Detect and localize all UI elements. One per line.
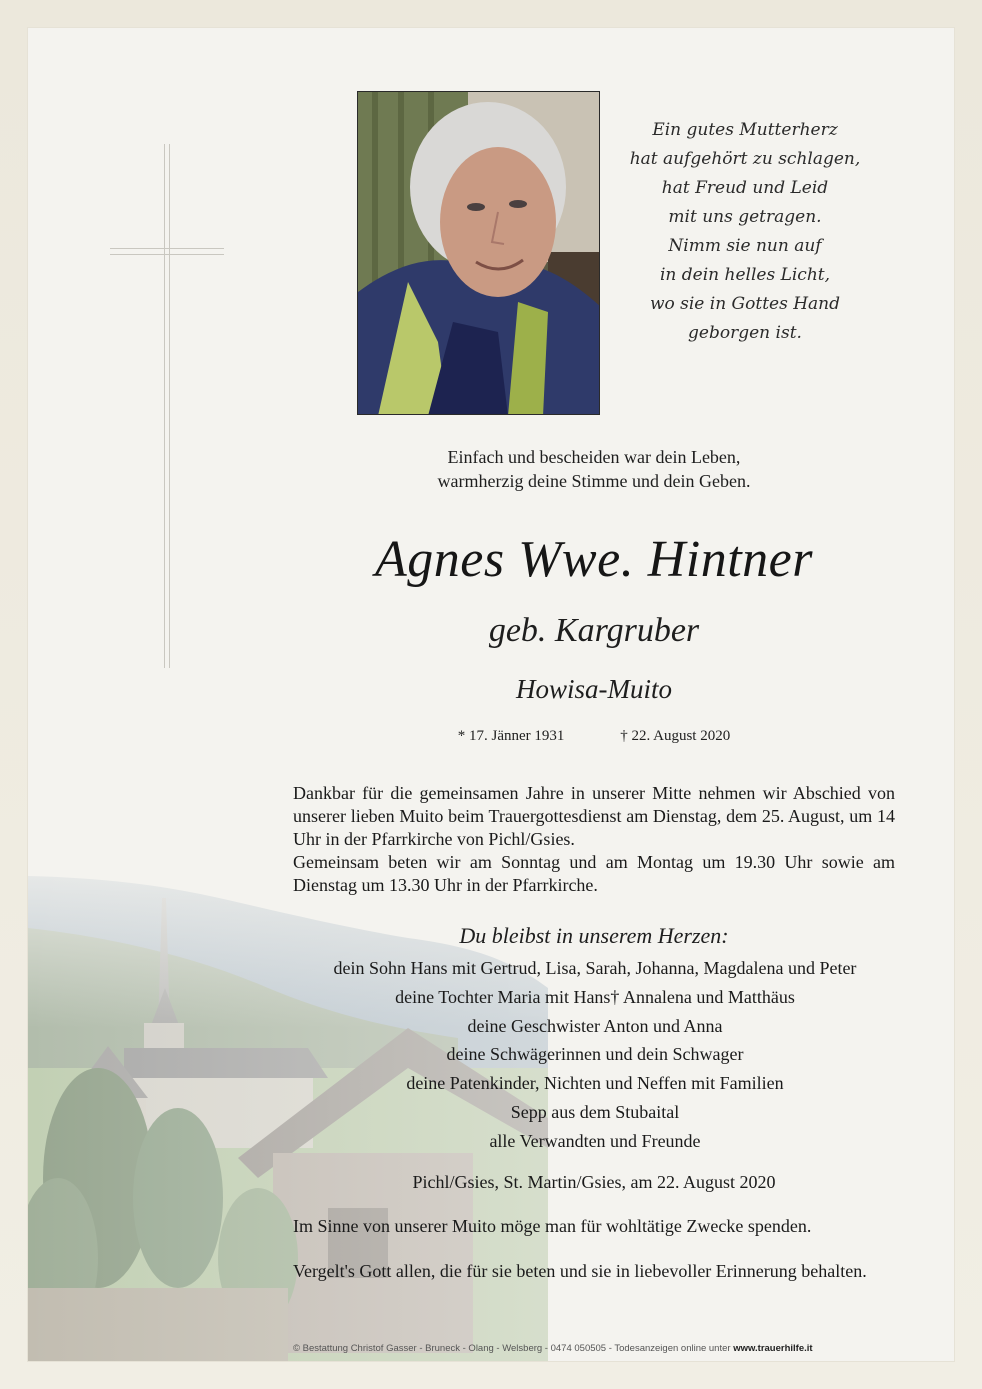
- portrait-photo: [357, 91, 600, 415]
- poem-line: hat Freud und Leid: [661, 178, 829, 198]
- footer: [293, 1342, 903, 1356]
- poem-line: wo sie in Gottes Hand: [649, 294, 841, 314]
- mourner-line: deine Patenkinder, Nichten und Neffen mit Familien: [406, 1073, 784, 1094]
- maiden-name: geb. Kargruber: [488, 612, 700, 649]
- poem-line: hat aufgehört zu schlagen,: [629, 149, 861, 169]
- deceased-name: Agnes Wwe. Hintner: [375, 531, 813, 588]
- mourners-list: [283, 954, 907, 1156]
- footer-text: © Bestattung Christof Gasser - Bruneck - Olang - Welsberg - 0474 050505 - Todesanzeigen online unter: [293, 1343, 734, 1354]
- mourner-line: Sepp aus dem Stubaital: [510, 1101, 680, 1122]
- place-date: Pichl/Gsies, St. Martin/Gsies, am 22. August 2020: [412, 1172, 776, 1192]
- obituary-card: [28, 28, 954, 1361]
- cross-icon-vertical: [164, 144, 170, 668]
- verse-line: Einfach und bescheiden war dein Leben,: [447, 447, 741, 467]
- mourner-line: deine Schwägerinnen und dein Schwager: [446, 1044, 744, 1065]
- verse: [294, 445, 894, 493]
- death-date: † 22. August 2020: [620, 728, 731, 744]
- footer-link[interactable]: www.trauerhilfe.it: [733, 1343, 813, 1354]
- cross-icon-horizontal: [110, 248, 224, 255]
- birth-date: * 17. Jänner 1931: [457, 728, 565, 744]
- mourner-line: deine Tochter Maria mit Hans† Annalena und Matthäus: [395, 986, 795, 1007]
- poem-line: geborgen ist.: [688, 323, 802, 343]
- notice-paragraph: Dankbar für die gemeinsamen Jahre in unserer Mitte nehmen wir Abschied von unserer lieben Muito beim Trauergottesdienst am Dienstag, dem 25. August, um 14 Uhr in der Pfarrkirche von Pichl/Gsies.: [293, 783, 895, 849]
- life-dates: [294, 726, 894, 746]
- mourner-line: alle Verwandten und Freunde: [489, 1130, 701, 1151]
- mourner-line: deine Geschwister Anton und Anna: [467, 1015, 723, 1036]
- funeral-notice: [293, 782, 895, 897]
- poem-line: Nimm sie nun auf: [668, 236, 822, 256]
- thanks-note: Vergelt's Gott allen, die für sie beten und sie in liebevoller Erinnerung behalten.: [293, 1261, 867, 1281]
- notice-paragraph: Gemeinsam beten wir am Sonntag und am Montag um 19.30 Uhr sowie am Dienstag um 13.30 Uhr in der Pfarrkirche.: [293, 852, 895, 895]
- poem: [620, 116, 870, 348]
- poem-line: in dein helles Licht,: [659, 265, 831, 285]
- poem-line: mit uns getragen.: [668, 207, 822, 227]
- mourner-line: dein Sohn Hans mit Gertrud, Lisa, Sarah, Johanna, Magdalena und Peter: [333, 958, 857, 978]
- house-name: Howisa-Muito: [515, 674, 672, 704]
- poem-line: Ein gutes Mutterherz: [652, 120, 838, 140]
- mourners-heading: Du bleibst in unserem Herzen:: [459, 923, 729, 948]
- verse-line: warmherzig deine Stimme und dein Geben.: [437, 471, 751, 491]
- donation-note: Im Sinne von unserer Muito möge man für wohltätige Zwecke spenden.: [293, 1216, 812, 1236]
